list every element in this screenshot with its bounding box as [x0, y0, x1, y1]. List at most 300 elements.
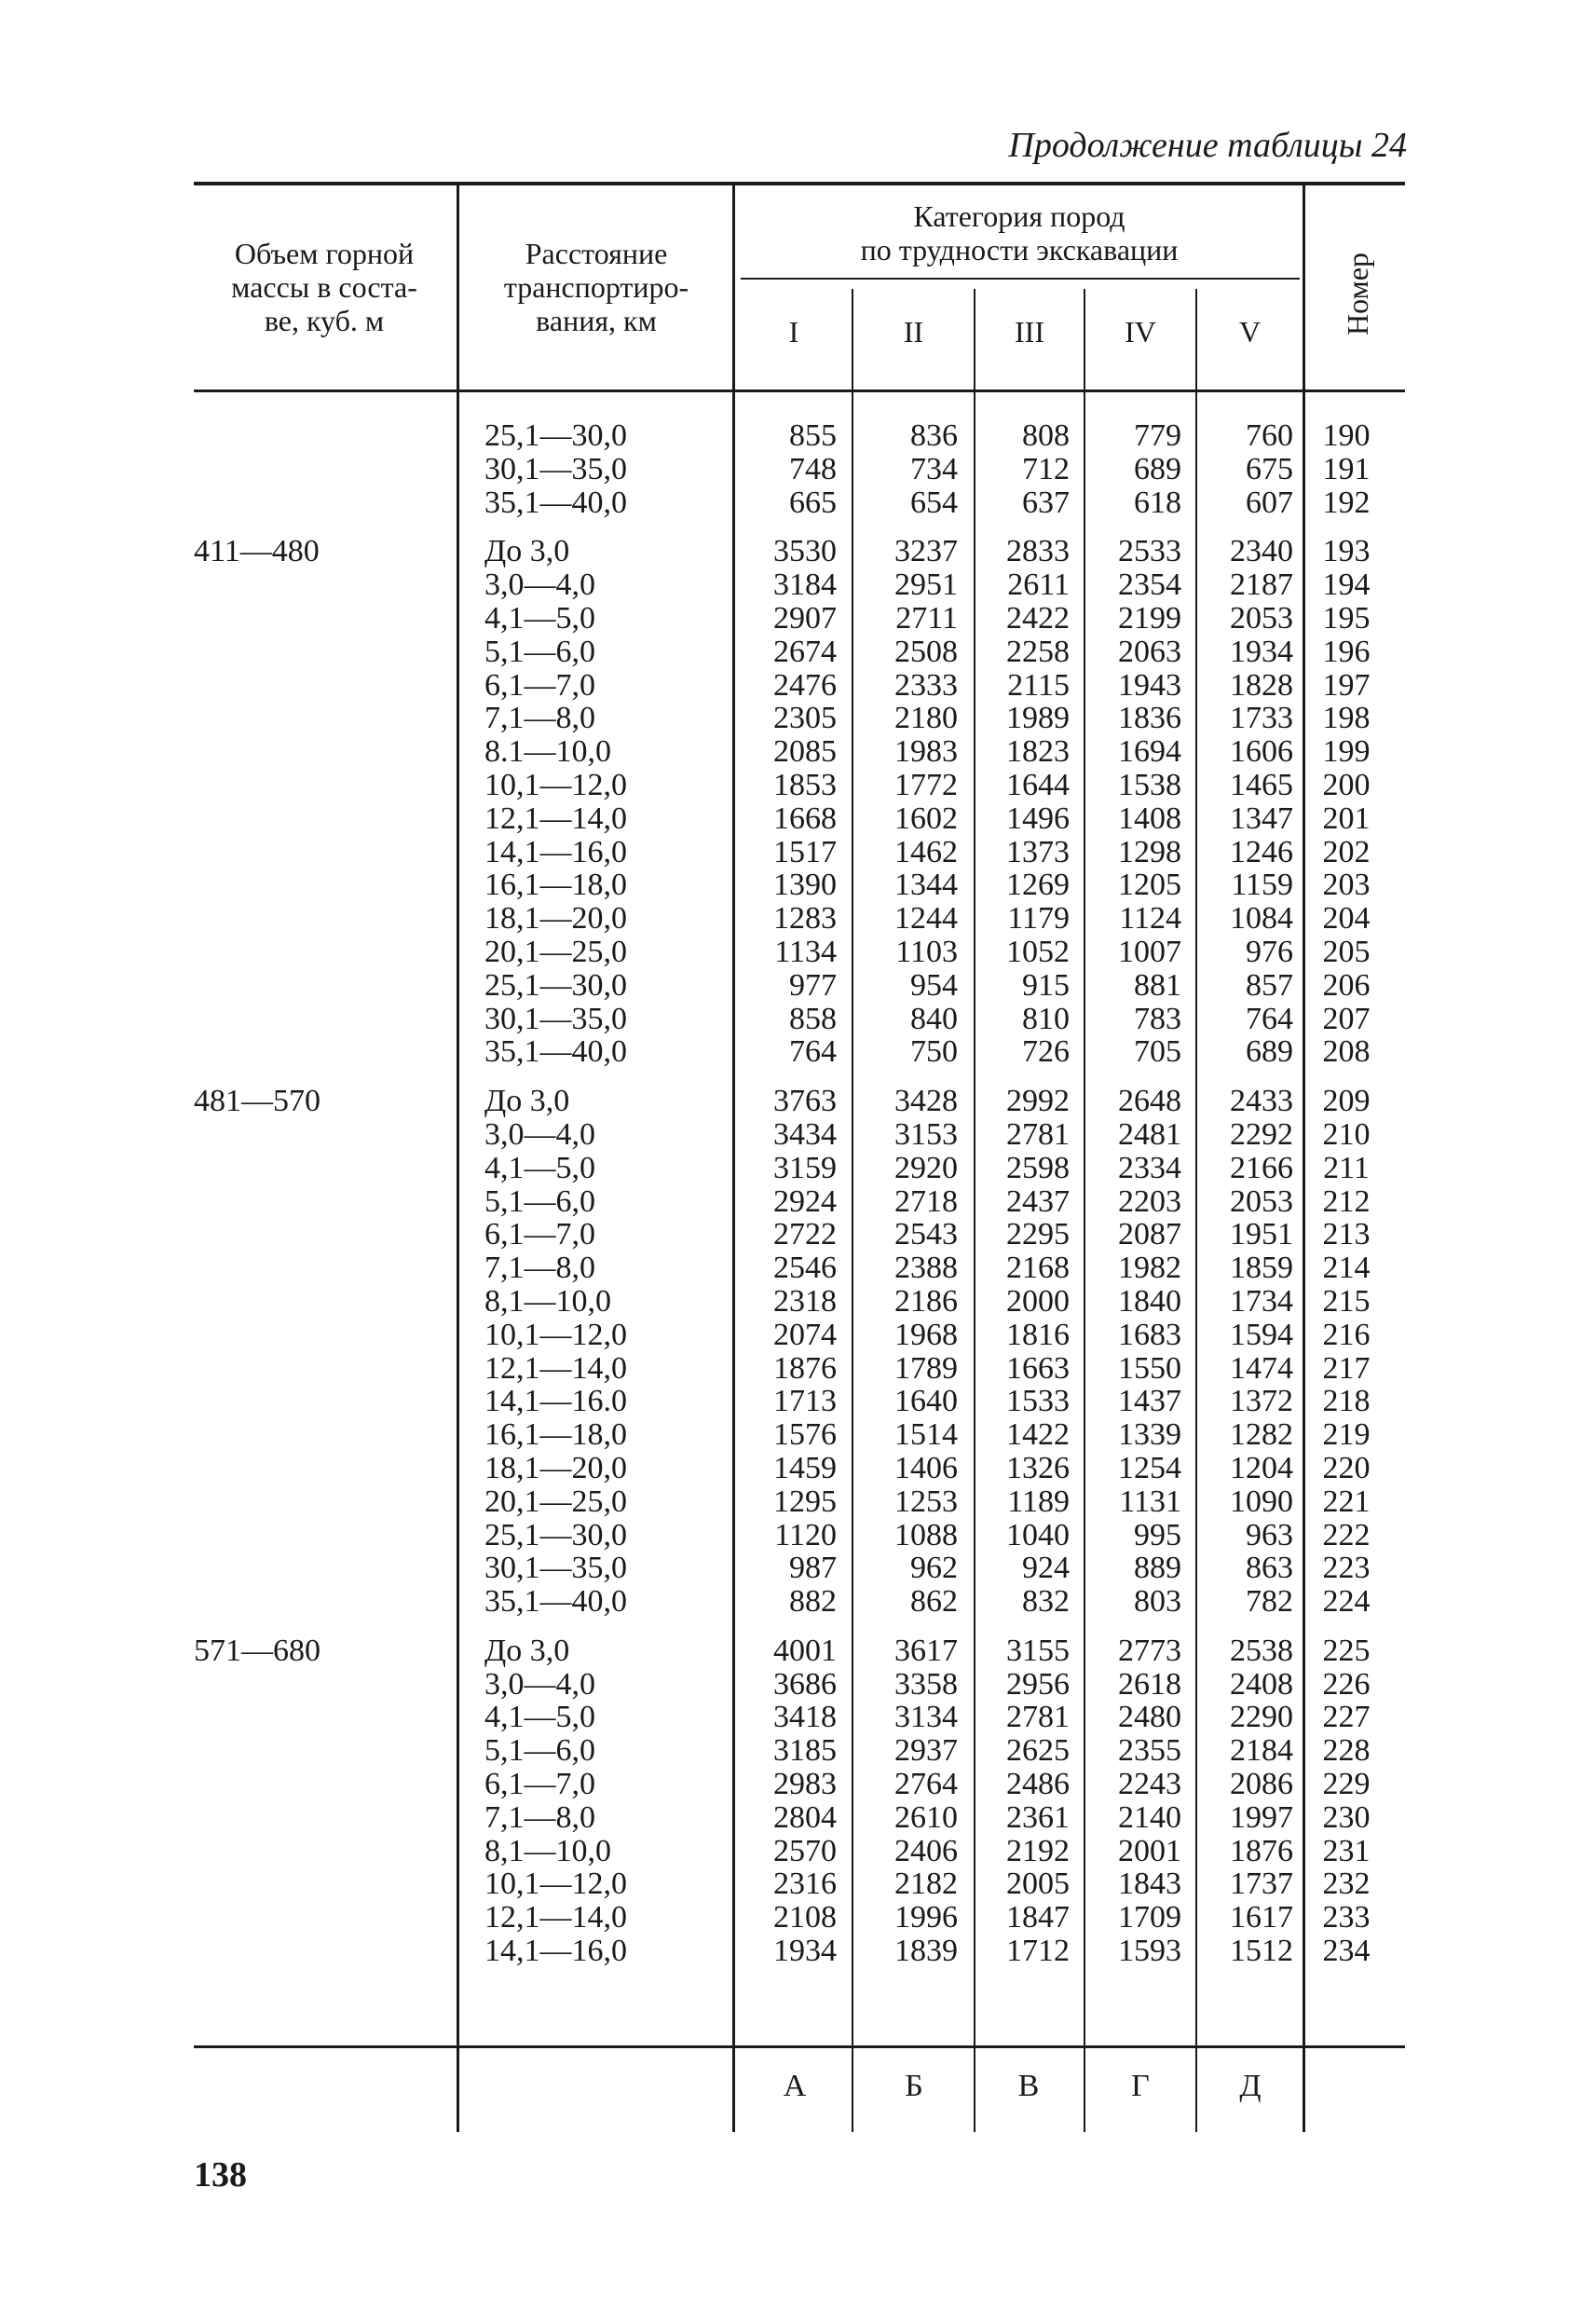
value-cell-cat1: 3686 — [773, 1666, 837, 1702]
value-cell-cat4: 2243 — [1118, 1767, 1181, 1802]
value-cell-cat4: 689 — [1134, 451, 1181, 486]
value-cell-cat5: 2086 — [1230, 1767, 1293, 1802]
header-volume-line3: ве, куб. м — [264, 304, 385, 337]
value-cell-cat5: 2187 — [1230, 567, 1293, 603]
value-cell-cat2: 654 — [910, 485, 958, 520]
table-row — [0, 602, 1596, 636]
value-cell-cat4: 1943 — [1118, 667, 1181, 703]
row-number-cell: 194 — [1322, 567, 1371, 603]
value-cell-cat1: 1134 — [774, 934, 837, 969]
value-cell-cat2: 2764 — [894, 1767, 958, 1802]
value-cell-cat1: 2316 — [773, 1867, 837, 1902]
value-cell-cat1: 3159 — [773, 1150, 837, 1185]
value-cell-cat4: 2533 — [1118, 534, 1181, 569]
header-cat-5: V — [1238, 315, 1262, 349]
table-row — [0, 1385, 1596, 1418]
value-cell-cat5: 1828 — [1230, 667, 1293, 703]
distance-cell: 16,1—18,0 — [484, 1417, 627, 1453]
value-cell-cat1: 3434 — [773, 1116, 837, 1152]
table-row — [0, 1901, 1596, 1935]
value-cell-cat2: 2718 — [894, 1183, 958, 1219]
value-cell-cat4: 1339 — [1118, 1417, 1181, 1453]
table-row — [0, 1585, 1596, 1619]
value-cell-cat2: 1640 — [894, 1384, 958, 1419]
value-cell-cat2: 2333 — [894, 667, 958, 703]
value-cell-cat4: 779 — [1134, 418, 1181, 453]
row-number-cell: 234 — [1322, 1934, 1371, 1969]
row-number-cell: 219 — [1322, 1417, 1371, 1453]
value-cell-cat2: 1514 — [894, 1417, 958, 1453]
value-cell-cat4: 2334 — [1118, 1150, 1181, 1185]
value-cell-cat4: 889 — [1134, 1551, 1181, 1586]
header-category-line1: Категория пород — [913, 199, 1125, 233]
value-cell-cat3: 2956 — [1006, 1666, 1070, 1702]
value-cell-cat1: 987 — [789, 1551, 837, 1586]
value-cell-cat3: 2000 — [1006, 1283, 1070, 1319]
value-cell-cat1: 1517 — [773, 834, 837, 869]
value-cell-cat1: 2907 — [773, 600, 837, 636]
value-cell-cat2: 954 — [910, 967, 958, 1003]
header-distance — [464, 237, 729, 337]
value-cell-cat4: 881 — [1134, 967, 1181, 1003]
value-cell-cat2: 734 — [910, 451, 958, 486]
value-cell-cat1: 1283 — [773, 901, 837, 937]
row-number-cell: 212 — [1322, 1183, 1371, 1219]
header-distance-line3: вания, км — [536, 304, 657, 337]
table-row — [0, 1701, 1596, 1734]
distance-cell: 30,1—35,0 — [484, 1001, 627, 1036]
value-cell-cat3: 1422 — [1006, 1417, 1070, 1453]
table-row — [0, 1452, 1596, 1485]
row-number-cell: 216 — [1322, 1317, 1371, 1352]
row-number-cell: 228 — [1322, 1733, 1371, 1769]
footer-letter-a: А — [783, 2069, 807, 2103]
value-cell-cat3: 808 — [1022, 418, 1070, 453]
value-cell-cat4: 2087 — [1118, 1217, 1181, 1252]
table-row — [0, 1734, 1596, 1768]
table-row — [0, 902, 1596, 936]
value-cell-cat3: 1644 — [1006, 767, 1070, 802]
value-cell-cat2: 1103 — [895, 934, 958, 969]
distance-cell: До 3,0 — [484, 534, 570, 569]
value-cell-cat3: 1823 — [1006, 734, 1070, 770]
value-cell-cat2: 3237 — [894, 534, 958, 569]
row-number-cell: 220 — [1322, 1450, 1371, 1485]
table-row — [0, 836, 1596, 869]
row-number-cell: 222 — [1322, 1517, 1371, 1552]
value-cell-cat3: 1663 — [1006, 1350, 1070, 1386]
distance-cell: 8,1—10,0 — [484, 1283, 611, 1319]
continuation-title: Продолжение таблицы 24 — [1008, 126, 1407, 165]
row-number-cell: 191 — [1322, 451, 1371, 486]
value-cell-cat3: 2258 — [1006, 634, 1070, 669]
distance-cell: 30,1—35,0 — [484, 1551, 627, 1586]
header-cat-2: II — [903, 315, 924, 349]
header-cat-1: I — [788, 315, 799, 349]
value-cell-cat4: 1550 — [1118, 1350, 1181, 1386]
value-cell-cat4: 2203 — [1118, 1183, 1181, 1219]
value-cell-cat1: 2570 — [773, 1833, 837, 1868]
value-cell-cat4: 1982 — [1118, 1251, 1181, 1286]
value-cell-cat4: 2481 — [1118, 1116, 1181, 1152]
value-cell-cat4: 2140 — [1118, 1799, 1181, 1835]
table-row — [0, 419, 1596, 453]
row-number-cell: 215 — [1322, 1283, 1371, 1319]
group-volume-label: 481—570 — [194, 1084, 321, 1119]
distance-cell: 25,1—30,0 — [484, 418, 627, 453]
value-cell-cat1: 2722 — [773, 1217, 837, 1252]
header-category-line2: по трудности экскавации — [860, 233, 1179, 267]
value-cell-cat3: 1179 — [1007, 901, 1070, 937]
value-cell-cat3: 915 — [1022, 967, 1070, 1003]
distance-cell: 8.1—10,0 — [484, 734, 611, 770]
value-cell-cat5: 2184 — [1230, 1733, 1293, 1769]
distance-cell: 35,1—40,0 — [484, 1584, 627, 1620]
table-row — [0, 1118, 1596, 1152]
value-cell-cat2: 1996 — [894, 1900, 958, 1935]
value-cell-cat4: 2618 — [1118, 1666, 1181, 1702]
value-cell-cat3: 2833 — [1006, 534, 1070, 569]
row-number-cell: 199 — [1322, 734, 1371, 770]
value-cell-cat2: 1839 — [894, 1934, 958, 1969]
value-cell-cat1: 3418 — [773, 1700, 837, 1735]
header-distance-line2: транспортиро- — [503, 270, 689, 304]
value-cell-cat5: 1934 — [1230, 634, 1293, 669]
table-row — [0, 1352, 1596, 1386]
value-cell-cat5: 1859 — [1230, 1251, 1293, 1286]
value-cell-cat4: 2648 — [1118, 1084, 1181, 1119]
value-cell-cat3: 2781 — [1006, 1116, 1070, 1152]
value-cell-cat3: 1052 — [1006, 934, 1070, 969]
value-cell-cat1: 1295 — [773, 1484, 837, 1519]
value-cell-cat3: 2361 — [1006, 1799, 1070, 1835]
table-row — [0, 769, 1596, 802]
table-row — [0, 1634, 1596, 1668]
row-number-cell: 201 — [1322, 800, 1371, 836]
value-cell-cat3: 2992 — [1006, 1084, 1070, 1119]
value-cell-cat2: 2937 — [894, 1733, 958, 1769]
row-number-cell: 209 — [1322, 1084, 1371, 1119]
value-cell-cat4: 1205 — [1118, 868, 1181, 903]
value-cell-cat3: 2005 — [1006, 1867, 1070, 1902]
value-cell-cat5: 675 — [1246, 451, 1293, 486]
value-cell-cat3: 3155 — [1006, 1633, 1070, 1668]
row-number-cell: 230 — [1322, 1799, 1371, 1835]
value-cell-cat5: 1347 — [1230, 800, 1293, 836]
row-number-cell: 203 — [1322, 868, 1371, 903]
value-cell-cat5: 782 — [1246, 1584, 1293, 1620]
table-row — [0, 1867, 1596, 1901]
value-cell-cat4: 2354 — [1118, 567, 1181, 603]
table-row — [0, 453, 1596, 486]
row-number-cell: 197 — [1322, 667, 1371, 703]
value-cell-cat4: 995 — [1134, 1517, 1181, 1552]
value-cell-cat5: 1204 — [1230, 1450, 1293, 1485]
value-cell-cat3: 2422 — [1006, 600, 1070, 636]
row-number-cell: 200 — [1322, 767, 1371, 802]
row-number-cell: 226 — [1322, 1666, 1371, 1702]
value-cell-cat5: 1372 — [1230, 1384, 1293, 1419]
value-cell-cat1: 1876 — [773, 1350, 837, 1386]
group-volume-label: 571—680 — [194, 1633, 321, 1668]
value-cell-cat4: 1298 — [1118, 834, 1181, 869]
distance-cell: 3,0—4,0 — [484, 1116, 595, 1152]
value-cell-cat1: 1713 — [773, 1384, 837, 1419]
value-cell-cat4: 2773 — [1118, 1633, 1181, 1668]
value-cell-cat5: 1465 — [1230, 767, 1293, 802]
value-cell-cat1: 855 — [789, 418, 837, 453]
table-row — [0, 1251, 1596, 1285]
value-cell-cat3: 2781 — [1006, 1700, 1070, 1735]
distance-cell: 6,1—7,0 — [484, 1217, 595, 1252]
value-cell-cat2: 1602 — [894, 800, 958, 836]
value-cell-cat5: 1733 — [1230, 701, 1293, 736]
value-cell-cat5: 1606 — [1230, 734, 1293, 770]
value-cell-cat5: 607 — [1246, 485, 1293, 520]
distance-cell: 7,1—8,0 — [484, 1799, 595, 1835]
value-cell-cat2: 1344 — [894, 868, 958, 903]
group-volume-label: 411—480 — [194, 534, 320, 569]
value-cell-cat1: 977 — [789, 967, 837, 1003]
row-number-cell: 190 — [1322, 418, 1371, 453]
value-cell-cat5: 2053 — [1230, 1183, 1293, 1219]
table-body — [0, 419, 1596, 1968]
row-number-cell: 231 — [1322, 1833, 1371, 1868]
value-cell-cat1: 2924 — [773, 1183, 837, 1219]
value-cell-cat5: 2408 — [1230, 1666, 1293, 1702]
header-category — [736, 199, 1303, 267]
table-row — [0, 486, 1596, 520]
row-number-cell: 225 — [1322, 1633, 1371, 1668]
value-cell-cat5: 689 — [1246, 1034, 1293, 1070]
value-cell-cat3: 1533 — [1006, 1384, 1070, 1419]
distance-cell: 4,1—5,0 — [484, 1150, 595, 1185]
distance-cell: 12,1—14,0 — [484, 1350, 627, 1386]
value-cell-cat4: 1538 — [1118, 767, 1181, 802]
value-cell-cat1: 1576 — [773, 1417, 837, 1453]
value-cell-cat1: 2085 — [773, 734, 837, 770]
distance-cell: 5,1—6,0 — [484, 1183, 595, 1219]
table-row — [0, 802, 1596, 836]
value-cell-cat3: 1847 — [1006, 1900, 1070, 1935]
table-row — [0, 1552, 1596, 1585]
distance-cell: 10,1—12,0 — [484, 1867, 627, 1902]
table-row — [0, 702, 1596, 735]
value-cell-cat1: 882 — [789, 1584, 837, 1620]
distance-cell: 14,1—16,0 — [484, 1934, 627, 1969]
distance-cell: 6,1—7,0 — [484, 667, 595, 703]
value-cell-cat1: 3184 — [773, 567, 837, 603]
distance-cell: 7,1—8,0 — [484, 1251, 595, 1286]
distance-cell: 7,1—8,0 — [484, 701, 595, 736]
value-cell-cat1: 3530 — [773, 534, 837, 569]
table-row — [0, 1185, 1596, 1219]
distance-cell: 30,1—35,0 — [484, 451, 627, 486]
table-row — [0, 1519, 1596, 1552]
header-cat-4: IV — [1125, 315, 1156, 349]
value-cell-cat2: 1983 — [894, 734, 958, 770]
table-row — [0, 1801, 1596, 1835]
table-row — [0, 636, 1596, 669]
row-number-cell: 232 — [1322, 1867, 1371, 1902]
distance-cell: 8,1—10,0 — [484, 1833, 611, 1868]
value-cell-cat3: 726 — [1022, 1034, 1070, 1070]
row-number-cell: 229 — [1322, 1767, 1371, 1802]
table-row — [0, 1218, 1596, 1251]
value-cell-cat2: 3617 — [894, 1633, 958, 1668]
distance-cell: 18,1—20,0 — [484, 1450, 627, 1485]
table-row — [0, 1085, 1596, 1118]
row-number-cell: 206 — [1322, 967, 1371, 1003]
value-cell-cat2: 3428 — [894, 1084, 958, 1119]
table-row — [0, 1485, 1596, 1519]
header-volume — [196, 237, 453, 337]
value-cell-cat4: 2355 — [1118, 1733, 1181, 1769]
header-bottom-rule — [194, 390, 1405, 392]
value-cell-cat5: 1512 — [1230, 1934, 1293, 1969]
page-number: 138 — [194, 2155, 247, 2195]
value-cell-cat1: 1668 — [773, 800, 837, 836]
value-cell-cat5: 1159 — [1231, 868, 1293, 903]
footer-letter-d: Д — [1239, 2069, 1262, 2103]
row-number-cell: 224 — [1322, 1584, 1371, 1620]
distance-cell: 18,1—20,0 — [484, 901, 627, 937]
value-cell-cat5: 857 — [1246, 967, 1293, 1003]
value-cell-cat5: 1090 — [1230, 1484, 1293, 1519]
value-cell-cat4: 1593 — [1118, 1934, 1181, 1969]
table-row — [0, 568, 1596, 602]
header-cat-3: III — [1015, 315, 1044, 349]
table-row — [0, 669, 1596, 703]
value-cell-cat2: 2920 — [894, 1150, 958, 1185]
value-cell-cat2: 1462 — [894, 834, 958, 869]
value-cell-cat3: 2625 — [1006, 1733, 1070, 1769]
value-cell-cat5: 1246 — [1230, 834, 1293, 869]
value-cell-cat2: 2543 — [894, 1217, 958, 1252]
table-row — [0, 1768, 1596, 1801]
value-cell-cat5: 1737 — [1230, 1867, 1293, 1902]
value-cell-cat5: 1951 — [1230, 1217, 1293, 1252]
value-cell-cat3: 810 — [1022, 1001, 1070, 1036]
value-cell-cat5: 2292 — [1230, 1116, 1293, 1152]
value-cell-cat5: 963 — [1246, 1517, 1293, 1552]
value-cell-cat3: 2295 — [1006, 1217, 1070, 1252]
value-cell-cat4: 1131 — [1119, 1484, 1181, 1519]
value-cell-cat4: 1007 — [1118, 934, 1181, 969]
value-cell-cat5: 2340 — [1230, 534, 1293, 569]
distance-cell: 25,1—30,0 — [484, 967, 627, 1003]
value-cell-cat1: 2546 — [773, 1251, 837, 1286]
value-cell-cat2: 862 — [910, 1584, 958, 1620]
row-number-cell: 233 — [1322, 1900, 1371, 1935]
table-row — [0, 535, 1596, 568]
distance-cell: 10,1—12,0 — [484, 1317, 627, 1352]
value-cell-cat2: 2186 — [894, 1283, 958, 1319]
header-distance-line1: Расстояние — [525, 237, 668, 270]
value-cell-cat1: 2983 — [773, 1767, 837, 1802]
row-number-cell: 210 — [1322, 1116, 1371, 1152]
value-cell-cat2: 1406 — [894, 1450, 958, 1485]
value-cell-cat2: 1244 — [894, 901, 958, 937]
value-cell-cat1: 2674 — [773, 634, 837, 669]
value-cell-cat3: 1989 — [1006, 701, 1070, 736]
distance-cell: 35,1—40,0 — [484, 485, 627, 520]
row-number-cell: 196 — [1322, 634, 1371, 669]
value-cell-cat3: 2486 — [1006, 1767, 1070, 1802]
value-cell-cat3: 637 — [1022, 485, 1070, 520]
row-number-cell: 208 — [1322, 1034, 1371, 1070]
value-cell-cat5: 976 — [1246, 934, 1293, 969]
row-number-cell: 214 — [1322, 1251, 1371, 1286]
value-cell-cat2: 1968 — [894, 1317, 958, 1352]
value-cell-cat5: 2053 — [1230, 600, 1293, 636]
distance-cell: 20,1—25,0 — [484, 934, 627, 969]
table-bottom-rule — [194, 2045, 1405, 2048]
row-number-cell: 195 — [1322, 600, 1371, 636]
distance-cell: 16,1—18,0 — [484, 868, 627, 903]
category-subheader-rule — [741, 278, 1300, 280]
value-cell-cat1: 1390 — [773, 868, 837, 903]
value-cell-cat3: 1040 — [1006, 1517, 1070, 1552]
value-cell-cat1: 748 — [789, 451, 837, 486]
table-row — [0, 1035, 1596, 1069]
row-number-cell: 205 — [1322, 934, 1371, 969]
table-row — [0, 1935, 1596, 1968]
value-cell-cat3: 2611 — [1007, 567, 1070, 603]
value-cell-cat3: 1373 — [1006, 834, 1070, 869]
value-cell-cat2: 1253 — [894, 1484, 958, 1519]
value-cell-cat5: 2290 — [1230, 1700, 1293, 1735]
value-cell-cat5: 1734 — [1230, 1283, 1293, 1319]
value-cell-cat1: 665 — [789, 485, 837, 520]
value-cell-cat4: 1437 — [1118, 1384, 1181, 1419]
value-cell-cat2: 1789 — [894, 1350, 958, 1386]
value-cell-cat2: 2180 — [894, 701, 958, 736]
value-cell-cat2: 836 — [910, 418, 958, 453]
header-number-label: Номер — [1340, 252, 1374, 335]
value-cell-cat4: 1709 — [1118, 1900, 1181, 1935]
table-row — [0, 1835, 1596, 1868]
row-number-cell: 227 — [1322, 1700, 1371, 1735]
value-cell-cat5: 1594 — [1230, 1317, 1293, 1352]
distance-cell: 12,1—14,0 — [484, 1900, 627, 1935]
value-cell-cat2: 1772 — [894, 767, 958, 802]
value-cell-cat2: 1088 — [894, 1517, 958, 1552]
value-cell-cat2: 2508 — [894, 634, 958, 669]
footer-letter-v: В — [1017, 2069, 1040, 2103]
value-cell-cat4: 1694 — [1118, 734, 1181, 770]
value-cell-cat5: 1474 — [1230, 1350, 1293, 1386]
table-row — [0, 1319, 1596, 1352]
value-cell-cat1: 1459 — [773, 1450, 837, 1485]
distance-cell: 3,0—4,0 — [484, 1666, 595, 1702]
distance-cell: 14,1—16.0 — [484, 1384, 627, 1419]
row-number-cell: 204 — [1322, 901, 1371, 937]
value-cell-cat4: 1836 — [1118, 701, 1181, 736]
value-cell-cat5: 1617 — [1230, 1900, 1293, 1935]
distance-cell: 5,1—6,0 — [484, 634, 595, 669]
value-cell-cat2: 3153 — [894, 1116, 958, 1152]
value-cell-cat5: 2433 — [1230, 1084, 1293, 1119]
value-cell-cat1: 1853 — [773, 767, 837, 802]
table-row — [0, 936, 1596, 969]
value-cell-cat1: 2476 — [773, 667, 837, 703]
table-row — [0, 969, 1596, 1003]
value-cell-cat2: 2711 — [895, 600, 958, 636]
value-cell-cat1: 858 — [789, 1001, 837, 1036]
distance-cell: 6,1—7,0 — [484, 1767, 595, 1802]
value-cell-cat1: 2305 — [773, 701, 837, 736]
